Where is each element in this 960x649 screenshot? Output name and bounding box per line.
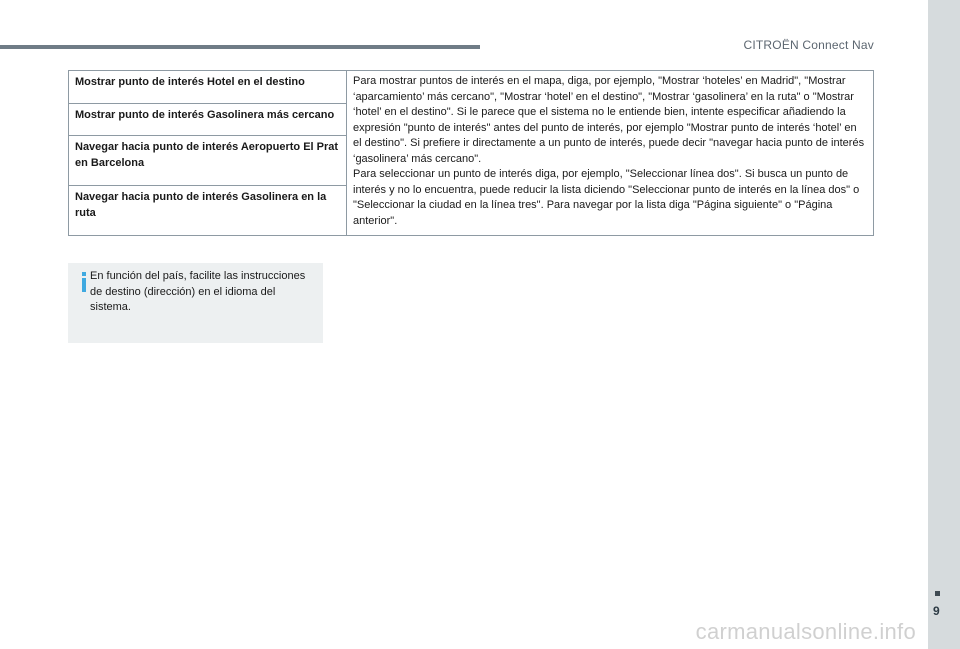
command-cell: Mostrar punto de interés Gasolinera más cercano [69, 103, 347, 136]
description-paragraph: Para mostrar puntos de interés en el mapa, diga, por ejemplo, "Mostrar ‘hoteles’ en Madrid", "Mostrar ‘aparcamiento’ más cercano", "Mostrar ‘hotel’ en el destino", "Mostrar ‘gasolinera’ en la ruta" o "Mostrar ‘hotel’ en el destino". Si le parece que el sistema no le entiende bien, intente especificar añadiendo la expresión "punto de interés" antes del punto de interés, por ejemplo "Mostrar punto de interés ‘hotel’ en el destino". Si prefiere ir directamente a un punto de interés, puede decir "navegar hacia punto de interés ‘gasolinera’ más cercano". [353, 75, 865, 165]
command-cell: Navegar hacia punto de interés Aeropuerto El Prat en Barcelona [69, 136, 347, 186]
info-note [68, 263, 323, 343]
voice-command-table [68, 70, 874, 236]
header-rule [0, 45, 480, 49]
info-icon [78, 272, 90, 292]
note-text: En función del país, facilite las instrucciones de destino (dirección) en el idioma del sistema. [90, 270, 306, 313]
command-cell: Mostrar punto de interés Hotel en el destino [69, 71, 347, 104]
section-title: CITROËN Connect Nav [743, 38, 874, 52]
description-cell [347, 71, 874, 236]
description-paragraph: Para seleccionar un punto de interés diga, por ejemplo, "Seleccionar línea dos". Si busca un punto de interés y no lo encuentra, puede reducir la lista diciendo "Seleccionar punto de interés en la línea dos" o "Seleccionar la ciudad en la línea tres". Para navegar por la lista diga "Página siguiente" o "Página anterior". [353, 168, 860, 227]
page-marker [935, 591, 940, 596]
side-bar [928, 0, 960, 649]
command-cell: Navegar hacia punto de interés Gasolinera en la ruta [69, 186, 347, 236]
table-row [69, 71, 874, 104]
page-number: 9 [933, 604, 940, 618]
watermark: carmanualsonline.info [695, 619, 916, 644]
